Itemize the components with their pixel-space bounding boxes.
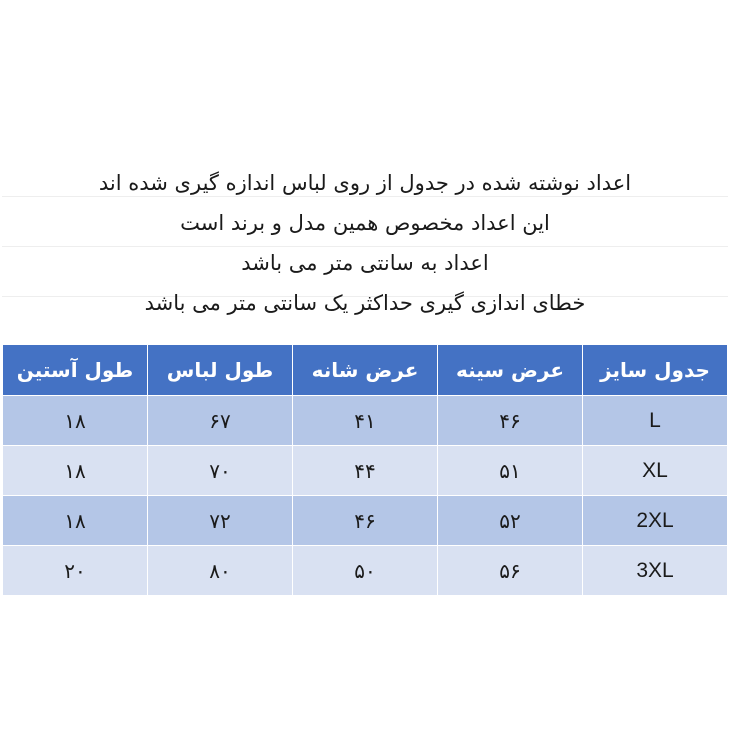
size-table bbox=[2, 345, 728, 596]
header-shoulder-width: عرض شانه bbox=[293, 345, 438, 396]
cell-garment-length: ۷۲ bbox=[148, 496, 293, 546]
size-chart-sheet bbox=[2, 146, 728, 596]
header-sleeve-length: طول آستین bbox=[3, 345, 148, 396]
note-line-1: اعداد نوشته شده در جدول از روی لباس اندازه گیری شده اند bbox=[98, 171, 632, 195]
header-garment-length: طول لباس bbox=[148, 345, 293, 396]
table-header-row bbox=[3, 345, 728, 396]
cell-shoulder-width: ۴۱ bbox=[293, 396, 438, 446]
cell-shoulder-width: ۴۶ bbox=[293, 496, 438, 546]
cell-shoulder-width: ۵۰ bbox=[293, 546, 438, 596]
cell-garment-length: ۷۰ bbox=[148, 446, 293, 496]
note-line-2: این اعداد مخصوص همین مدل و برند است bbox=[180, 211, 550, 235]
note-line-3: اعداد به سانتی متر می باشد bbox=[241, 251, 489, 275]
cell-chest-width: ۵۶ bbox=[438, 546, 583, 596]
cell-sleeve-length: ۲۰ bbox=[3, 546, 148, 596]
cell-sleeve-length: ۱۸ bbox=[3, 396, 148, 446]
cell-garment-length: ۸۰ bbox=[148, 546, 293, 596]
cell-garment-length: ۶۷ bbox=[148, 396, 293, 446]
cell-size: 3XL bbox=[583, 546, 728, 596]
cell-chest-width: ۴۶ bbox=[438, 396, 583, 446]
cell-sleeve-length: ۱۸ bbox=[3, 496, 148, 546]
cell-sleeve-length: ۱۸ bbox=[3, 446, 148, 496]
table-row bbox=[3, 546, 728, 596]
table-row bbox=[3, 396, 728, 446]
cell-chest-width: ۵۱ bbox=[438, 446, 583, 496]
cell-size: L bbox=[583, 396, 728, 446]
table-row bbox=[3, 446, 728, 496]
header-size: جدول سایز bbox=[583, 345, 728, 396]
note-line-4: خطای اندازی گیری حداکثر یک سانتی متر می باشد bbox=[144, 291, 586, 315]
cell-shoulder-width: ۴۴ bbox=[293, 446, 438, 496]
header-chest-width: عرض سینه bbox=[438, 345, 583, 396]
cell-chest-width: ۵۲ bbox=[438, 496, 583, 546]
cell-size: XL bbox=[583, 446, 728, 496]
cell-size: 2XL bbox=[583, 496, 728, 546]
notes-block bbox=[2, 146, 728, 346]
table-row bbox=[3, 496, 728, 546]
